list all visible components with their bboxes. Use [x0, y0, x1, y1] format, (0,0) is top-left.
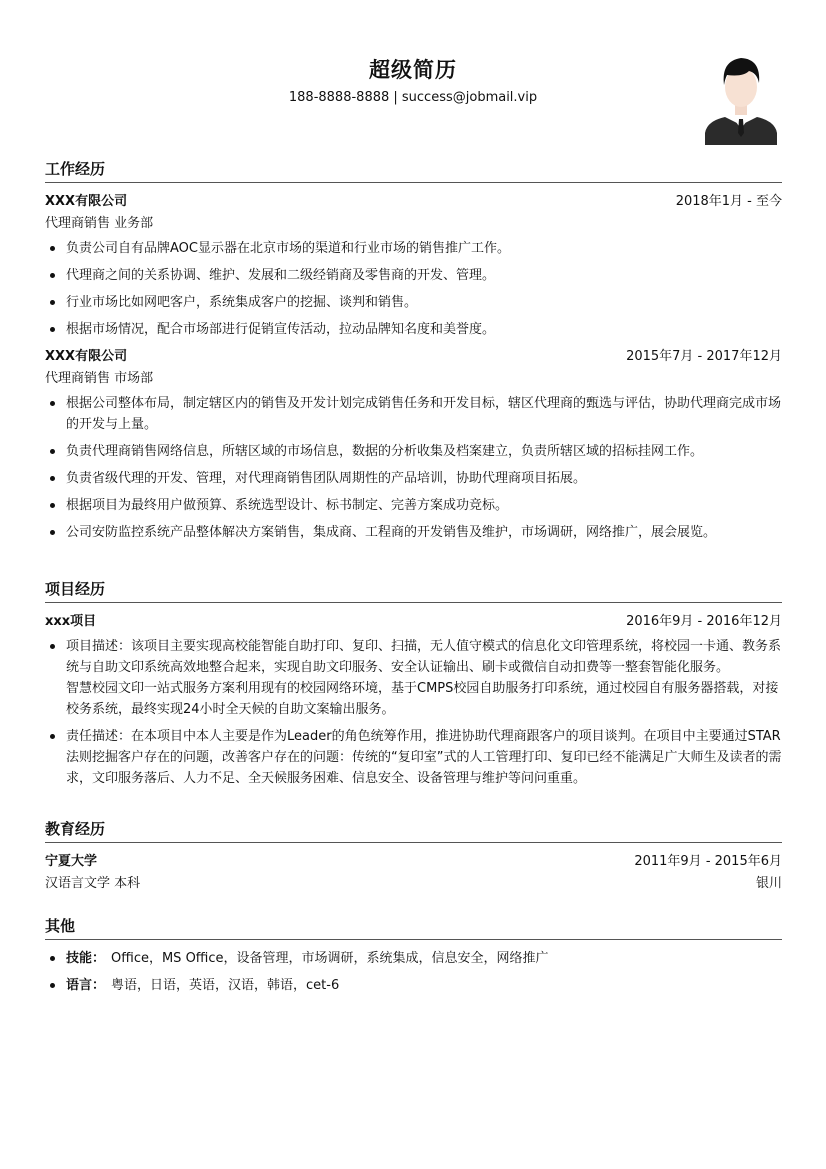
- project-date: 2016年9月 - 2016年12月: [626, 614, 782, 629]
- education-date: 2011年9月 - 2015年6月: [634, 854, 782, 869]
- avatar: [703, 53, 779, 145]
- job-company: XXX有限公司: [45, 194, 128, 209]
- list-item: [45, 636, 782, 720]
- list-item: [45, 975, 782, 996]
- project-description: 项目描述：该项目主要实现高校能智能自助打印、复印、扫描，无人值守模式的信息化文印管理系统，将校园一卡通、教务系统与自助文印系统高效地整合起来，实现自助文印服务、安全认证输出、刷卡或微信自动扣费等一整套智能化服务。: [66, 639, 782, 675]
- project-header: [45, 611, 782, 633]
- work-section: [45, 158, 782, 549]
- job-bullets: [45, 238, 782, 340]
- list-item: 根据项目为最终用户做预算、系统选型设计、标书制定、完善方案成功竞标。: [45, 495, 782, 516]
- section-divider: [45, 602, 782, 603]
- resume-name: 超级简历: [369, 58, 457, 82]
- project-bullets: [45, 636, 782, 789]
- skills-label: 技能：: [66, 951, 106, 966]
- list-item: 负责代理商销售网络信息，所辖区域的市场信息，数据的分析收集及档案建立，负责所辖区域的招标挂网工作。: [45, 441, 782, 462]
- project-name: xxx项目: [45, 614, 97, 629]
- education-section: [45, 818, 782, 895]
- school-name: 宁夏大学: [45, 854, 98, 869]
- job-date: 2018年1月 - 至今: [675, 194, 782, 209]
- education-detail-row: [45, 873, 782, 895]
- section-title-work: 工作经历: [45, 160, 106, 178]
- other-section: [45, 915, 782, 1002]
- education-header: [45, 851, 782, 873]
- section-title-other: 其他: [45, 917, 76, 935]
- list-item: 公司安防监控系统产品整体解决方案销售，集成商、工程商的开发销售及维护，市场调研，网络推广，展会展览。: [45, 522, 782, 543]
- list-item: 代理商之间的关系协调、维护、发展和二级经销商及零售商的开发、管理。: [45, 265, 782, 286]
- section-title-education: 教育经历: [45, 820, 106, 838]
- section-divider: [45, 939, 782, 940]
- job-company: XXX有限公司: [45, 349, 128, 364]
- job-header: [45, 191, 782, 213]
- job-role: 代理商销售 市场部: [45, 371, 154, 386]
- project-responsibility: 责任描述：在本项目中本人主要是作为Leader的角色统筹作用，推进协助代理商跟客户的项目谈判。在项目中主要通过STAR法则挖掘客户存在的问题，改善客户存在的问题：传统的“复印室”式的人工管理打印、复印已经不能满足广大师生及读者的需求，文印服务落后、人力不足、全天候服务困难、信息安全、设备管理与维护等问问重重。: [66, 729, 782, 786]
- job-bullets: [45, 393, 782, 543]
- project-description-extra: 智慧校园文印一站式服务方案利用现有的校园网络环境，基于CMPS校园自助服务打印系统，通过校园自有服务器搭载，对接校务系统，最终实现24小时全天候的自助文案输出服务。: [66, 681, 779, 717]
- job-role-row: [45, 213, 782, 235]
- education-location: 银川: [755, 876, 782, 891]
- languages-label: 语言：: [66, 978, 106, 993]
- list-item: 根据公司整体布局，制定辖区内的销售及开发计划完成销售任务和开发目标，辖区代理商的甄选与评估，协助代理商完成市场的开发与上量。: [45, 393, 782, 435]
- languages-value: 粤语，日语，英语，汉语，韩语，cet-6: [111, 978, 340, 993]
- section-divider: [45, 842, 782, 843]
- section-title-projects: 项目经历: [45, 580, 106, 598]
- education-major: 汉语言文学 本科: [45, 876, 141, 891]
- skills-value: Office，MS Office，设备管理，市场调研，系统集成，信息安全，网络推广: [111, 951, 549, 966]
- job-header: [45, 346, 782, 368]
- job-role: 代理商销售 业务部: [45, 216, 154, 231]
- section-divider: [45, 182, 782, 183]
- contact-info: 188-8888-8888 | success@jobmail.vip: [288, 90, 538, 105]
- list-item: 根据市场情况，配合市场部进行促销宣传活动，拉动品牌知名度和美誉度。: [45, 319, 782, 340]
- list-item: [45, 948, 782, 969]
- project-section: [45, 578, 782, 795]
- other-list: [45, 948, 782, 996]
- list-item: [45, 726, 782, 789]
- job-role-row: [45, 368, 782, 390]
- list-item: 负责公司自有品牌AOC显示器在北京市场的渠道和行业市场的销售推广工作。: [45, 238, 782, 259]
- list-item: 负责省级代理的开发、管理，对代理商销售团队周期性的产品培训，协助代理商项目拓展。: [45, 468, 782, 489]
- job-date: 2015年7月 - 2017年12月: [626, 349, 782, 364]
- list-item: 行业市场比如网吧客户，系统集成客户的挖掘、谈判和销售。: [45, 292, 782, 313]
